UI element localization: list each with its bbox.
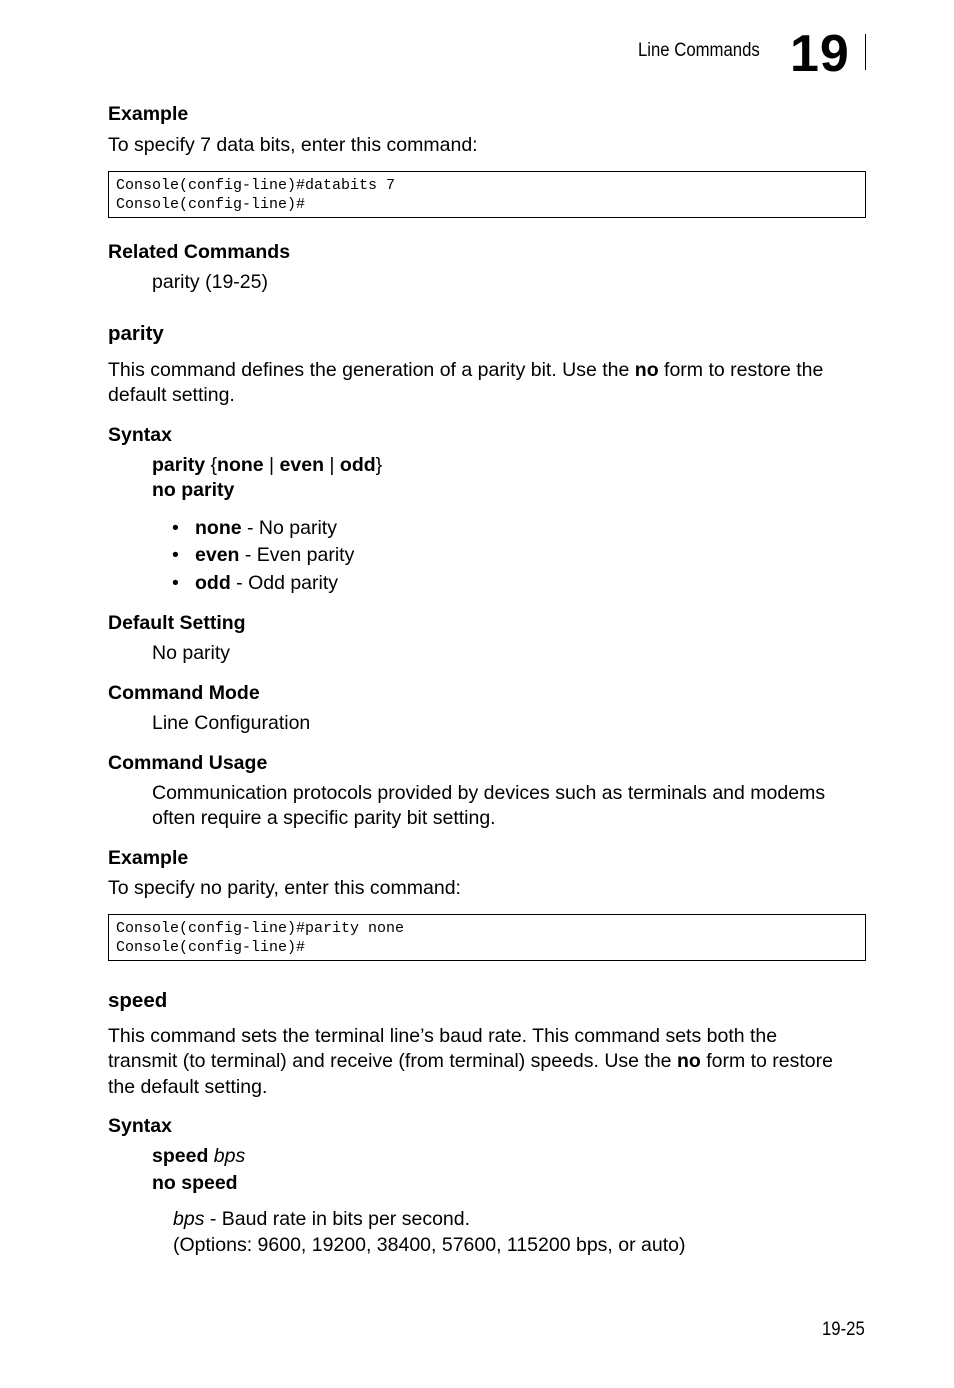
- syntax-no-form: no speed: [152, 1172, 238, 1194]
- command-title-speed: speed: [108, 989, 168, 1012]
- parameter-description: bps - Baud rate in bits per second.: [173, 1208, 471, 1230]
- running-header-title: Line Commands: [638, 40, 760, 61]
- related-commands-heading: Related Commands: [108, 241, 291, 263]
- bullet-icon: •: [172, 517, 179, 539]
- command-title-parity: parity: [108, 322, 164, 345]
- code-line: Console(config-line)#: [116, 196, 306, 213]
- parity-description-line: default setting.: [108, 384, 235, 406]
- command-usage-heading: Command Usage: [108, 752, 268, 774]
- bullet-icon: •: [172, 572, 179, 594]
- command-mode-heading: Command Mode: [108, 682, 260, 704]
- example-intro: To specify 7 data bits, enter this command:: [108, 134, 478, 156]
- code-line: Console(config-line)#parity none: [116, 920, 405, 937]
- chapter-number: 19: [790, 25, 850, 83]
- syntax-line: speed bps: [152, 1145, 246, 1167]
- code-block: [108, 914, 866, 961]
- default-setting-value: No parity: [152, 642, 231, 664]
- default-setting-heading: Default Setting: [108, 612, 246, 634]
- page-number: 19-25: [822, 1319, 865, 1340]
- bullet-icon: •: [172, 544, 179, 566]
- example-heading: Example: [108, 103, 189, 125]
- option-item: odd - Odd parity: [195, 572, 339, 594]
- option-item: even - Even parity: [195, 544, 355, 566]
- syntax-no-form: no parity: [152, 479, 235, 501]
- related-command-link[interactable]: parity (19-25): [152, 271, 268, 293]
- command-usage-line: Communication protocols provided by devices such as terminals and modems: [152, 782, 826, 804]
- command-usage-line: often require a specific parity bit setting.: [152, 807, 496, 829]
- option-item: none - No parity: [195, 517, 337, 539]
- parameter-options: (Options: 9600, 19200, 38400, 57600, 115200 bps, or auto): [173, 1234, 686, 1256]
- code-block: [108, 171, 866, 218]
- code-line: Console(config-line)#databits 7: [116, 177, 396, 194]
- syntax-line: parity {none | even | odd}: [152, 454, 383, 476]
- example-heading: Example: [108, 847, 189, 869]
- code-line: Console(config-line)#: [116, 939, 306, 956]
- syntax-heading: Syntax: [108, 1115, 172, 1137]
- example-intro: To specify no parity, enter this command:: [108, 877, 461, 899]
- speed-description-line: the default setting.: [108, 1076, 268, 1098]
- command-mode-value: Line Configuration: [152, 712, 311, 734]
- speed-description-line: transmit (to terminal) and receive (from terminal) speeds. Use the no form to restore: [108, 1050, 833, 1072]
- syntax-heading: Syntax: [108, 424, 172, 446]
- chapter-divider: [865, 34, 866, 70]
- speed-description-line: This command sets the terminal line’s baud rate. This command sets both the: [108, 1025, 778, 1047]
- parity-description-line: This command defines the generation of a parity bit. Use the no form to restore the: [108, 359, 824, 381]
